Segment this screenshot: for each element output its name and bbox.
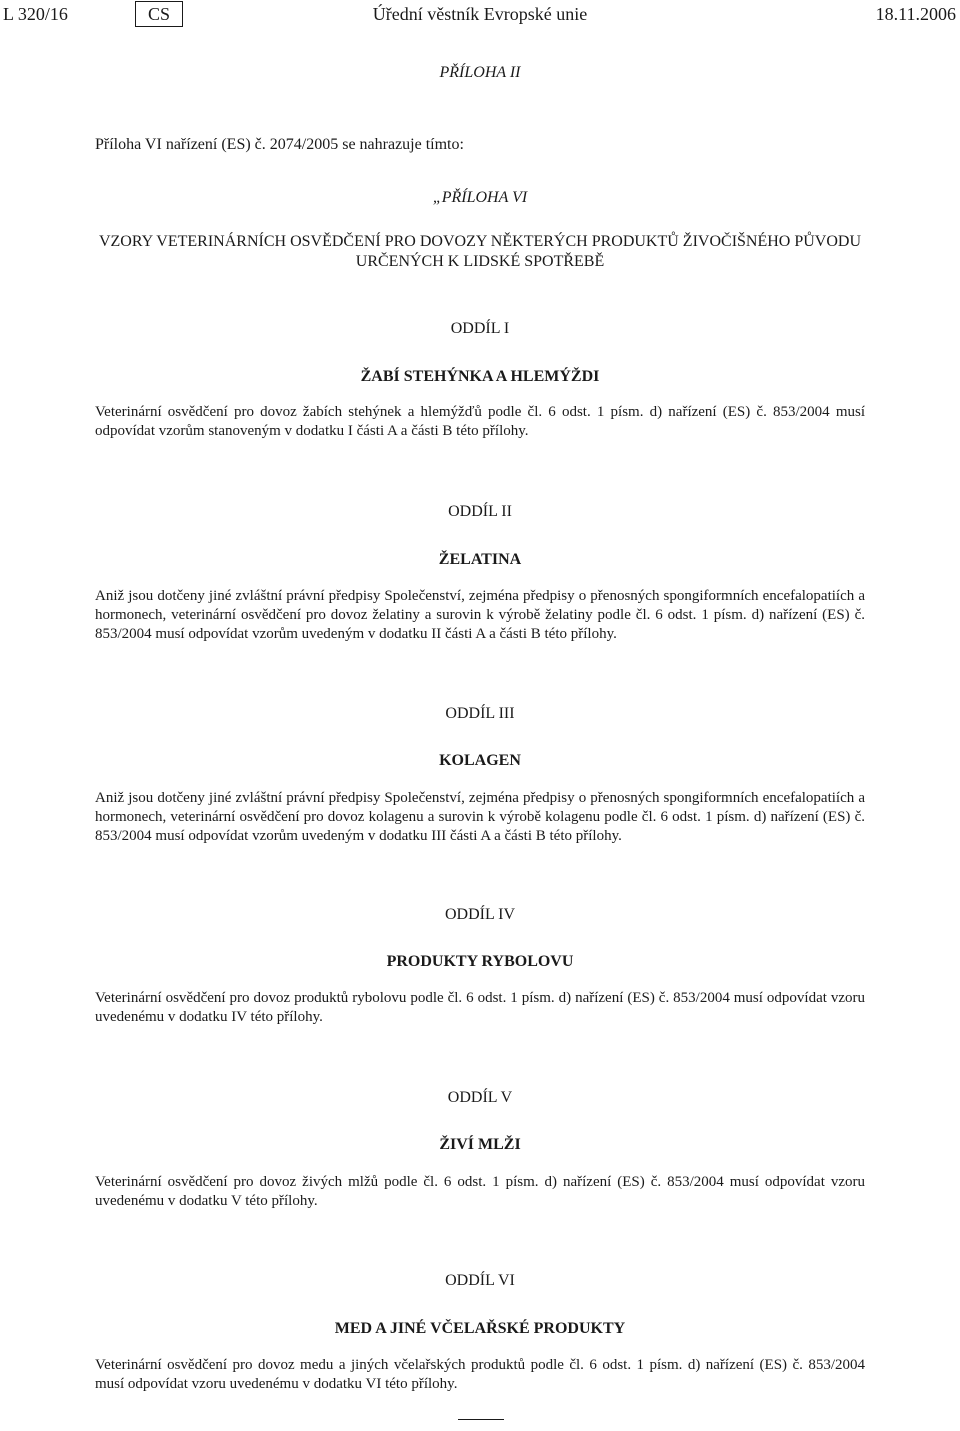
page-reference: L 320/16 — [3, 4, 68, 24]
annex-sub-title: „PŘÍLOHA VI — [432, 189, 528, 206]
section-title: ŽELATINA — [438, 551, 522, 568]
section-label: ODDÍL I — [450, 320, 510, 337]
section-title: ŽIVÍ MLŽI — [439, 1136, 521, 1153]
section-title: KOLAGEN — [439, 752, 521, 769]
annex-intro: Příloha VI nařízení (ES) č. 2074/2005 se nahrazuje tímto: — [95, 136, 464, 153]
section-label: ODDÍL III — [445, 705, 515, 722]
section-text: Veterinární osvědčení pro dovoz produktů rybolovu podle čl. 6 odst. 1 písm. d) nařízení (ES) č. 853/2004 musí odpovídat vzoru uvedenému v dodatku IV této přílohy. — [95, 990, 865, 1025]
language-code-box: CS — [135, 1, 183, 27]
annex-title: PŘÍLOHA II — [439, 64, 521, 81]
section-text: Veterinární osvědčení pro dovoz medu a jiných včelařských produktů podle čl. 6 odst. 1 písm. d) nařízení (ES) č. 853/2004 musí odpovídat vzoru uvedenému v dodatku VI této přílohy. — [95, 1357, 865, 1392]
section-title: PRODUKTY RYBOLOVU — [386, 953, 574, 970]
journal-title: Úřední věstník Evropské unie — [372, 4, 588, 24]
section-label: ODDÍL V — [447, 1089, 513, 1106]
annex-heading-line-1: VZORY VETERINÁRNÍCH OSVĚDČENÍ PRO DOVOZY NĚKTERÝCH PRODUKTŮ ŽIVOČIŠNÉHO PŮVODU — [98, 233, 862, 250]
annex-heading-line-2: URČENÝCH K LIDSKÉ SPOTŘEBĚ — [355, 253, 605, 270]
end-separator-rule — [458, 1419, 504, 1420]
section-text: Veterinární osvědčení pro dovoz živých mlžů podle čl. 6 odst. 1 písm. d) nařízení (ES) č. 853/2004 musí odpovídat vzoru uvedenému v dodatku V této přílohy. — [95, 1174, 865, 1209]
section-text: Aniž jsou dotčeny jiné zvláštní právní předpisy Společenství, zejména předpisy o přenosných spongiformních encefalopatiích a hormonech, veterinární osvědčení pro dovoz kolagenu a surovin k výrobě kolagenu podle čl. 6 odst. 1 písm. d) nařízení (ES) č. 853/2004 musí odpovídat vzorům uvedeným v dodatku III části A a části B této přílohy. — [95, 790, 865, 844]
section-title: ŽABÍ STEHÝNKA A HLEMÝŽDI — [360, 368, 600, 385]
section-label: ODDÍL IV — [444, 906, 516, 923]
section-title: MED A JINÉ VČELAŘSKÉ PRODUKTY — [334, 1320, 626, 1337]
section-text: Aniž jsou dotčeny jiné zvláštní právní předpisy Společenství, zejména předpisy o přenosných spongiformních encefalopatiích a hormonech, veterinární osvědčení pro dovoz želatiny a surovin k výrobě želatiny podle čl. 6 odst. 1 písm. d) nařízení (ES) č. 853/2004 musí odpovídat vzorům uvedeným v dodatku II části A a části B této přílohy. — [95, 588, 865, 642]
section-label: ODDÍL VI — [445, 1272, 515, 1289]
section-text: Veterinární osvědčení pro dovoz žabích stehýnek a hlemýžďů podle čl. 6 odst. 1 písm. d) nařízení (ES) č. 853/2004 musí odpovídat vzorům stanoveným v dodatku I části A a části B této přílohy. — [95, 404, 865, 439]
section-label: ODDÍL II — [448, 503, 512, 520]
page-header — [0, 0, 960, 34]
publication-date: 18.11.2006 — [875, 4, 956, 24]
